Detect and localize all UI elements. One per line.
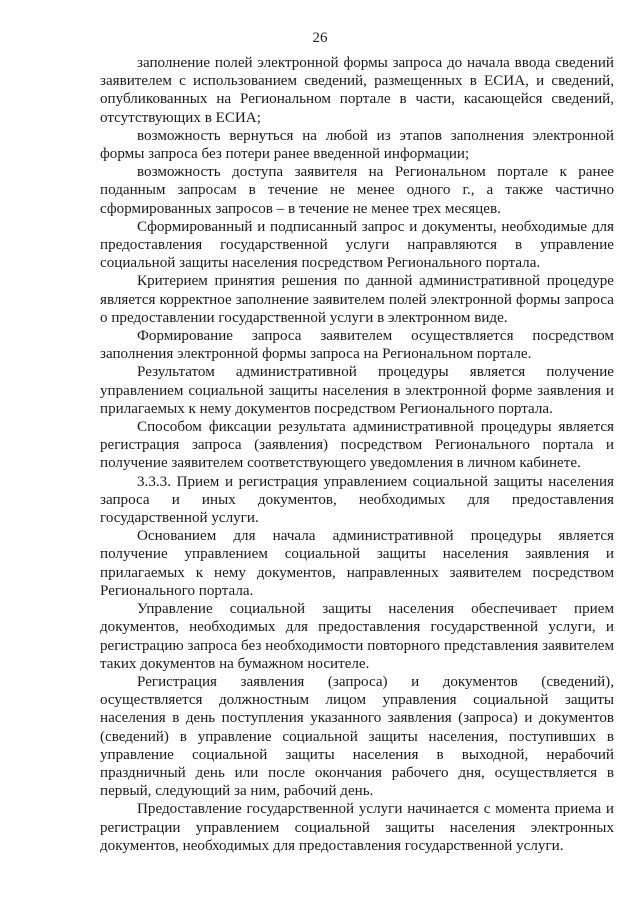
paragraph: Регистрация заявления (запроса) и документов (сведений), осуществляется должностным лицом управления социальной защиты населения в день поступления указанного заявления (запроса) и документов (сведений) в управление социальной защиты населения, поступивших в управление социальной защиты населения в выходной, нерабочий праздничный день или после окончания рабочего дня, осуществляется в первый, следующий за ним, рабочий день. xyxy=(100,673,614,800)
paragraph: Формирование запроса заявителем осуществляется посредством заполнения электронной формы запроса на Региональном портале. xyxy=(100,328,614,363)
paragraph: возможность доступа заявителя на Региональном портале к ранее поданным запросам в течение не менее одного г., а также частично сформированных запросов – в течение не менее трех месяцев. xyxy=(100,164,614,217)
paragraph: Управление социальной защиты населения обеспечивает прием документов, необходимых для предоставления государственной услуги, и регистрацию запроса без необходимости повторного представления заявителем таких документов на бумажном носителе. xyxy=(100,601,614,672)
paragraph: Критерием принятия решения по данной административной процедуре является корректное заполнение заявителем полей электронной формы запроса о предоставлении государственной услуги в электронном виде. xyxy=(100,273,614,326)
paragraph: Предоставление государственной услуги начинается с момента приема и регистрации управлением социальной защиты населения электронных документов, необходимых для предоставления государственной услуги. xyxy=(100,801,614,854)
paragraph: Способом фиксации результата административной процедуры является регистрация запроса (заявления) посредством Регионального портала и получение заявителем соответствующего уведомления в личном кабинете. xyxy=(100,419,614,472)
paragraph: Сформированный и подписанный запрос и документы, необходимые для предоставления государственной услуги направляются в управление социальной защиты населения посредством Регионального портала. xyxy=(100,218,614,272)
paragraph: Основанием для начала административной процедуры является получение управлением социальной защиты населения заявления и прилагаемых к нему документов, направленных заявителем посредством Регионального портала. xyxy=(100,528,614,599)
paragraph: заполнение полей электронной формы запроса до начала ввода сведений заявителем с использованием сведений, размещенных в ЕСИА, и сведений, опубликованных на Региональном портале в части, касающейся сведений, отсутствующих в ЕСИА; xyxy=(100,55,614,126)
paragraph: возможность вернуться на любой из этапов заполнения электронной формы запроса без потери ранее введенной информации; xyxy=(100,127,614,163)
page-number: 26 xyxy=(312,30,328,46)
section-heading-paragraph: 3.3.3. Прием и регистрация управлением социальной защиты населения запроса и иных документов, необходимых для предоставления государственной услуги. xyxy=(100,473,614,527)
paragraph: Результатом административной процедуры является получение управлением социальной защиты населения в электронной форме заявления и прилагаемых к нему документов посредством Регионального портала. xyxy=(100,364,614,417)
document-body xyxy=(100,54,614,855)
